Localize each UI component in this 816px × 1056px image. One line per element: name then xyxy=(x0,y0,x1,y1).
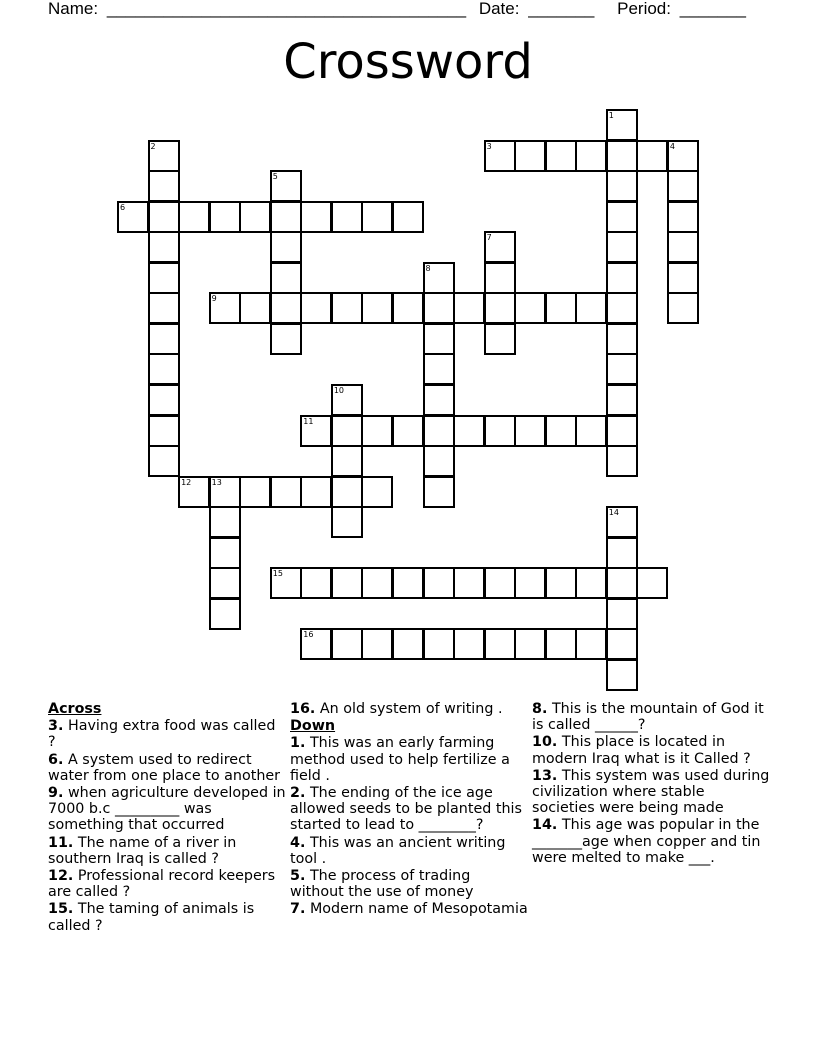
clue-down xyxy=(290,868,528,900)
grid-cell[interactable] xyxy=(545,415,577,447)
grid-cell[interactable] xyxy=(361,628,393,660)
clues-column-2 xyxy=(290,701,528,919)
grid-cell[interactable] xyxy=(667,140,699,172)
grid-cell[interactable] xyxy=(331,292,363,324)
grid-cell[interactable] xyxy=(331,384,363,416)
grid-cell[interactable] xyxy=(606,231,638,263)
grid-cell[interactable] xyxy=(300,201,332,233)
grid-cell[interactable] xyxy=(606,140,638,172)
clue-number-label: 4 xyxy=(669,141,675,151)
clue-down xyxy=(290,785,528,834)
clue-number: 14. xyxy=(532,817,558,834)
grid-cell[interactable] xyxy=(148,231,180,263)
clue-down xyxy=(532,734,770,766)
grid-cell[interactable] xyxy=(423,445,455,477)
grid-cell[interactable] xyxy=(606,353,638,385)
grid-cell[interactable] xyxy=(331,506,363,538)
grid-cell[interactable] xyxy=(148,262,180,294)
clue-text: This is the mountain of God it is called ______? xyxy=(532,701,764,734)
grid-cell[interactable] xyxy=(270,201,302,233)
clue-across xyxy=(48,785,286,834)
grid-cell[interactable] xyxy=(484,567,516,599)
grid-cell[interactable] xyxy=(423,628,455,660)
clue-number-label: 9 xyxy=(211,294,217,304)
clues-column-1 xyxy=(48,701,286,935)
clue-number-label: 16 xyxy=(303,630,314,640)
grid-cell[interactable] xyxy=(484,415,516,447)
grid-cell[interactable] xyxy=(361,292,393,324)
grid-cell[interactable] xyxy=(453,292,485,324)
period-label: Period: xyxy=(617,0,671,18)
grid-cell[interactable] xyxy=(209,292,241,324)
grid-cell[interactable] xyxy=(423,384,455,416)
grid-cell[interactable] xyxy=(361,476,393,508)
clue-across xyxy=(290,701,528,717)
grid-cell[interactable] xyxy=(423,567,455,599)
clue-number: 10. xyxy=(532,734,558,751)
grid-cell[interactable] xyxy=(148,201,180,233)
clue-number: 8. xyxy=(532,701,548,717)
grid-cell[interactable] xyxy=(148,415,180,447)
grid-cell[interactable] xyxy=(270,262,302,294)
grid-cell[interactable] xyxy=(514,292,546,324)
grid-cell[interactable] xyxy=(209,537,241,569)
grid-cell[interactable] xyxy=(484,628,516,660)
grid-cell[interactable] xyxy=(300,415,332,447)
grid-cell[interactable] xyxy=(331,567,363,599)
clue-text: A system used to redirect water from one place to another xyxy=(48,751,281,784)
grid-cell[interactable] xyxy=(453,628,485,660)
grid-cell[interactable] xyxy=(239,476,271,508)
period-field[interactable]: _______ xyxy=(679,0,746,18)
across-heading: Across xyxy=(48,701,102,717)
page-title: Crossword xyxy=(283,34,533,90)
clue-number: 11. xyxy=(48,834,74,851)
clue-down xyxy=(532,701,770,733)
grid-cell[interactable] xyxy=(361,415,393,447)
grid-cell[interactable] xyxy=(331,201,363,233)
grid-cell[interactable] xyxy=(606,537,638,569)
clue-number: 1. xyxy=(290,735,306,752)
grid-cell[interactable] xyxy=(270,567,302,599)
grid-cell[interactable] xyxy=(606,445,638,477)
clue-across xyxy=(48,835,286,867)
grid-cell[interactable] xyxy=(423,476,455,508)
grid-cell[interactable] xyxy=(148,323,180,355)
clue-number: 2. xyxy=(290,785,306,802)
grid-cell[interactable] xyxy=(209,598,241,630)
clue-down xyxy=(290,901,528,917)
clue-number: 12. xyxy=(48,868,74,885)
grid-cell[interactable] xyxy=(270,476,302,508)
grid-cell[interactable] xyxy=(606,384,638,416)
grid-cell[interactable] xyxy=(392,567,424,599)
grid-cell[interactable] xyxy=(209,201,241,233)
grid-cell[interactable] xyxy=(545,140,577,172)
clue-number-label: 14 xyxy=(608,508,619,518)
clue-across xyxy=(48,718,286,750)
grid-cell[interactable] xyxy=(514,628,546,660)
grid-cell[interactable] xyxy=(178,476,210,508)
grid-cell[interactable] xyxy=(239,292,271,324)
grid-cell[interactable] xyxy=(484,292,516,324)
grid-cell[interactable] xyxy=(606,506,638,538)
clue-number-label: 13 xyxy=(211,477,222,487)
grid-cell[interactable] xyxy=(209,476,241,508)
clue-text: The name of a river in southern Iraq is called ? xyxy=(48,834,237,867)
clue-number-label: 2 xyxy=(150,141,156,151)
grid-cell[interactable] xyxy=(300,628,332,660)
grid-cell[interactable] xyxy=(209,567,241,599)
grid-cell[interactable] xyxy=(331,476,363,508)
clue-text: This age was popular in the _______age when copper and tin were melted to make ___. xyxy=(532,817,761,866)
grid-cell[interactable] xyxy=(117,201,149,233)
grid-cell[interactable] xyxy=(423,353,455,385)
clue-text: Professional record keepers are called ? xyxy=(48,868,276,901)
clue-across xyxy=(48,752,286,784)
clue-number: 4. xyxy=(290,834,306,851)
grid-cell[interactable] xyxy=(484,231,516,263)
grid-cell[interactable] xyxy=(331,445,363,477)
grid-cell[interactable] xyxy=(300,292,332,324)
grid-cell[interactable] xyxy=(331,628,363,660)
clue-text: An old system of writing . xyxy=(319,701,503,717)
grid-cell[interactable] xyxy=(392,415,424,447)
grid-cell[interactable] xyxy=(423,415,455,447)
grid-cell[interactable] xyxy=(667,231,699,263)
grid-cell[interactable] xyxy=(423,323,455,355)
grid-cell[interactable] xyxy=(484,140,516,172)
grid-cell[interactable] xyxy=(575,140,607,172)
clue-number-label: 10 xyxy=(333,385,345,395)
grid-cell[interactable] xyxy=(270,323,302,355)
grid-cell[interactable] xyxy=(545,292,577,324)
grid-cell[interactable] xyxy=(361,201,393,233)
grid-cell[interactable] xyxy=(178,201,210,233)
grid-cell[interactable] xyxy=(575,292,607,324)
clue-number-label: 15 xyxy=(272,569,283,579)
clue-text: when agriculture developed in 7000 b.c _________ was something that occurred xyxy=(48,785,286,834)
grid-cell[interactable] xyxy=(148,445,180,477)
grid-cell[interactable] xyxy=(148,292,180,324)
name-field[interactable]: ______________________________________ xyxy=(106,0,467,18)
clue-text: Modern name of Mesopotamia xyxy=(309,901,528,918)
grid-cell[interactable] xyxy=(606,628,638,660)
grid-cell[interactable] xyxy=(270,231,302,263)
grid-cell[interactable] xyxy=(148,384,180,416)
grid-cell[interactable] xyxy=(606,109,638,141)
grid-cell[interactable] xyxy=(300,476,332,508)
grid-cell[interactable] xyxy=(148,170,180,202)
clue-number-label: 6 xyxy=(120,202,126,212)
grid-cell[interactable] xyxy=(270,170,302,202)
grid-cell[interactable] xyxy=(606,170,638,202)
grid-cell[interactable] xyxy=(667,170,699,202)
clue-number-label: 1 xyxy=(608,111,614,120)
grid-cell[interactable] xyxy=(361,567,393,599)
grid-cell[interactable] xyxy=(514,567,546,599)
date-field[interactable]: _______ xyxy=(528,0,595,18)
clue-number-label: 5 xyxy=(272,172,278,182)
grid-cell[interactable] xyxy=(606,567,638,599)
grid-cell[interactable] xyxy=(453,567,485,599)
clue-text: This place is located in modern Iraq what is it Called ? xyxy=(532,734,751,767)
down-heading: Down xyxy=(290,718,336,735)
grid-cell[interactable] xyxy=(667,201,699,233)
grid-cell[interactable] xyxy=(392,628,424,660)
clue-number-label: 11 xyxy=(303,416,314,426)
clue-number: 3. xyxy=(48,718,64,735)
grid-cell[interactable] xyxy=(545,567,577,599)
clue-number-label: 8 xyxy=(425,263,431,273)
clue-down xyxy=(290,835,528,867)
clue-text: Having extra food was called ? xyxy=(48,718,276,751)
clue-number-label: 7 xyxy=(486,233,492,243)
clue-number: 7. xyxy=(290,901,306,918)
grid-cell[interactable] xyxy=(484,262,516,294)
grid-cell[interactable] xyxy=(423,292,455,324)
grid-cell[interactable] xyxy=(545,628,577,660)
grid-cell[interactable] xyxy=(484,323,516,355)
grid-cell[interactable] xyxy=(514,415,546,447)
grid-cell[interactable] xyxy=(606,323,638,355)
clue-number: 5. xyxy=(290,868,306,885)
clues-column-3 xyxy=(532,701,770,867)
clue-number-label: 12 xyxy=(181,477,192,487)
grid-cell[interactable] xyxy=(392,201,424,233)
grid-cell[interactable] xyxy=(575,628,607,660)
grid-cell[interactable] xyxy=(667,292,699,324)
grid-cell[interactable] xyxy=(667,262,699,294)
clue-number: 13. xyxy=(532,767,558,784)
grid-cell[interactable] xyxy=(300,567,332,599)
grid-cell[interactable] xyxy=(575,415,607,447)
clue-across xyxy=(48,901,286,933)
clue-number: 16. xyxy=(290,701,316,717)
grid-cell[interactable] xyxy=(606,201,638,233)
grid-cell[interactable] xyxy=(575,567,607,599)
grid-cell[interactable] xyxy=(606,598,638,630)
clue-down xyxy=(532,817,770,866)
worksheet-header xyxy=(48,0,750,19)
grid-cell[interactable] xyxy=(423,262,455,294)
date-label: Date: xyxy=(478,0,520,18)
grid-cell[interactable] xyxy=(453,415,485,447)
grid-cell[interactable] xyxy=(209,506,241,538)
grid-cell[interactable] xyxy=(148,140,180,172)
grid-cell[interactable] xyxy=(636,140,668,172)
clue-down xyxy=(290,735,528,784)
clue-down xyxy=(532,768,770,817)
grid-cell[interactable] xyxy=(606,292,638,324)
grid-cell[interactable] xyxy=(392,292,424,324)
grid-cell[interactable] xyxy=(636,567,668,599)
clue-text: This was an early farming method used to help fertilize a field . xyxy=(290,735,510,784)
clue-text: The taming of animals is called ? xyxy=(48,901,255,934)
grid-cell[interactable] xyxy=(239,201,271,233)
grid-cell[interactable] xyxy=(606,262,638,294)
clue-number: 15. xyxy=(48,901,74,918)
name-label: Name: xyxy=(48,0,99,18)
clue-text: The ending of the ice age allowed seeds to be planted this started to lead to ________? xyxy=(290,785,522,834)
clue-number: 6. xyxy=(48,751,64,768)
clue-number-label: 3 xyxy=(486,141,492,151)
grid-cell[interactable] xyxy=(606,659,638,691)
grid-cell[interactable] xyxy=(606,415,638,447)
clue-text: The process of trading without the use of money xyxy=(290,868,474,901)
grid-cell[interactable] xyxy=(270,292,302,324)
clue-across xyxy=(48,868,286,900)
clue-text: This system was used during civilization where stable societies were being made xyxy=(532,767,770,817)
grid-cell[interactable] xyxy=(331,415,363,447)
clue-text: This was an ancient writing tool . xyxy=(290,834,506,867)
clue-number: 9. xyxy=(48,785,64,802)
grid-cell[interactable] xyxy=(514,140,546,172)
grid-cell[interactable] xyxy=(148,353,180,385)
